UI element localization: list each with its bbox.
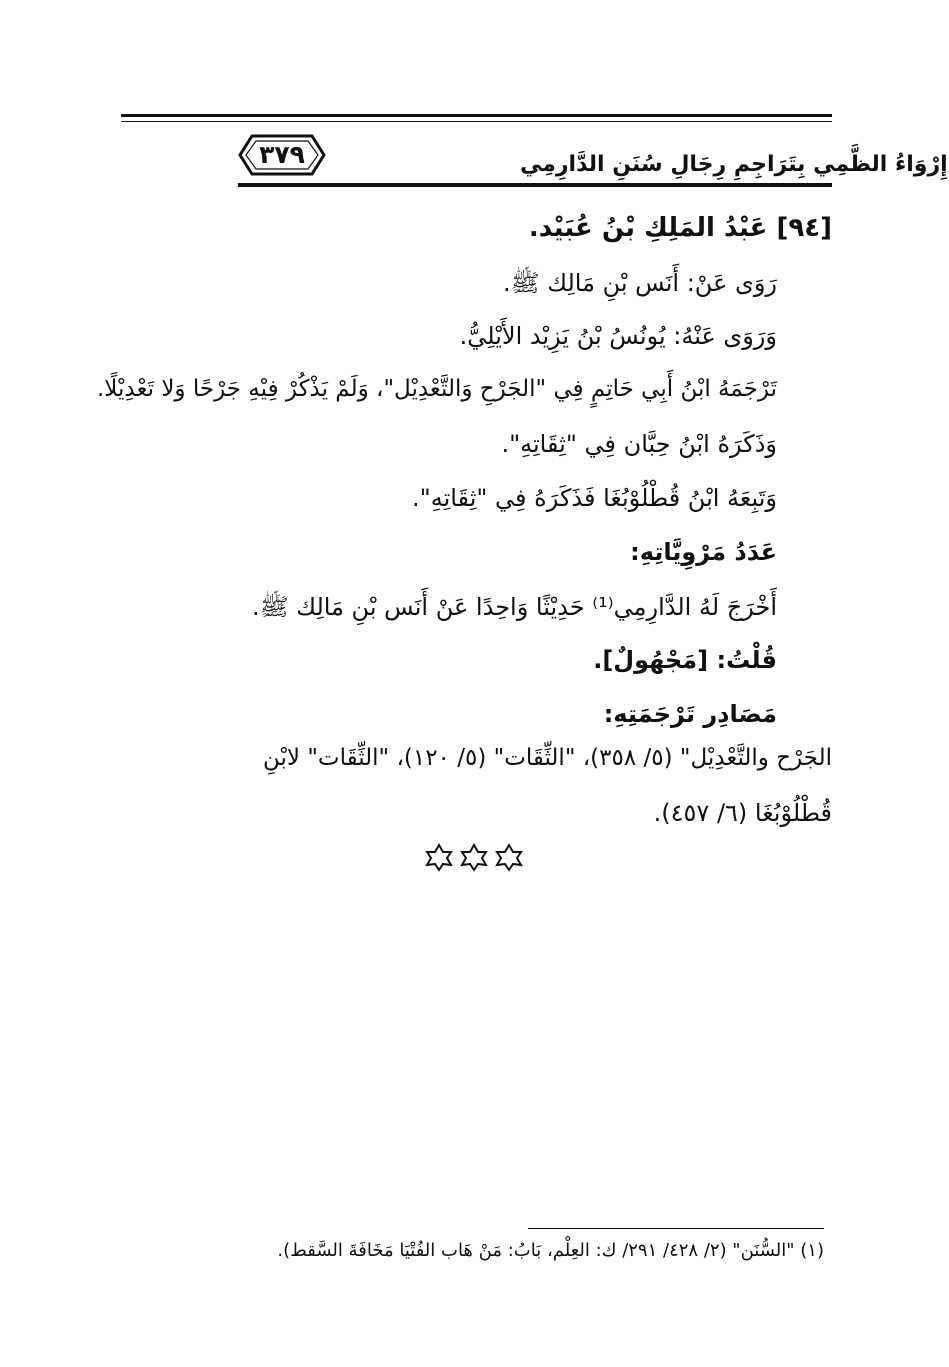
sources-line-2: قُطْلُوْبُغَا (٦/ ٤٥٧). [653, 799, 832, 827]
footnote-separator [528, 1228, 824, 1229]
sources-line-1: الجَرْح والتَّعْدِيْل" (٥/ ٣٥٨)، "الثِّقَات" (٥/ ١٢٠)، "الثِّقَات" لابْنِ [263, 745, 832, 771]
biography-line-1: تَرْجَمَهُ ابْنُ أَبِي حَاتِمٍ فِي "الجَرْحِ وَالتَّعْدِيْل"، وَلَمْ يَذْكُرْ فِيْهِ جَرْحًا وَلا تَعْدِيْلًا. [97, 376, 777, 402]
biography-line-2: وَذَكَرَهُ ابْنُ حِبَّان فِي "ثِقَاتِهِ". [501, 430, 777, 458]
narrations-text: أَخْرَجَ لَهُ الدَّارِمِي⁽¹⁾ حَدِيْثًا وَاحِدًا عَنْ أَنَس بْنِ مَالِك ﷺ. [251, 593, 777, 621]
footnote: (١) "السُّنَن" (٢/ ٤٢٨/ ٢٩١/ ك: العِلْم، بَابُ: مَنْ هَاب الفُتْيَا مَخَافَةَ السَّقط). [277, 1240, 824, 1261]
header-rule-top [121, 114, 832, 117]
entry-heading: [٩٤] عَبْدُ المَلِكِ بْنُ عُبَيْد. [528, 213, 832, 243]
sources-heading: مَصَادِر تَرْجَمَتِهِ: [603, 700, 777, 728]
section-end-ornament-icon [424, 842, 524, 872]
narrations-heading: عَدَدُ مَرْوِيَّاتِهِ: [630, 538, 777, 566]
biography-line-3: وَتَبِعَهُ ابْنُ قُطْلُوْبُغَا فَذَكَرَهُ فِي "ثِقَاتِهِ". [412, 484, 777, 512]
narrated-from: رَوَى عَنْ: أَنَس بْنِ مَالِك ﷺ. [502, 269, 777, 297]
verdict: قُلْتُ: [مَجْهُولٌ]. [593, 646, 777, 674]
header-rule-bottom [238, 183, 832, 187]
page-number: ٣٧٩ [259, 140, 305, 169]
narrated-by: وَرَوَى عَنْهُ: يُونُسُ بْنُ يَزِيْد الأَيْلِيُّ. [459, 322, 777, 350]
header-rule-top-thin [121, 121, 832, 122]
running-title: إِرْوَاءُ الظَّمِي بِتَرَاجِمِ رِجَالِ سُنَنِ الدَّارِمِي [520, 152, 948, 177]
page-number-badge [238, 133, 326, 177]
